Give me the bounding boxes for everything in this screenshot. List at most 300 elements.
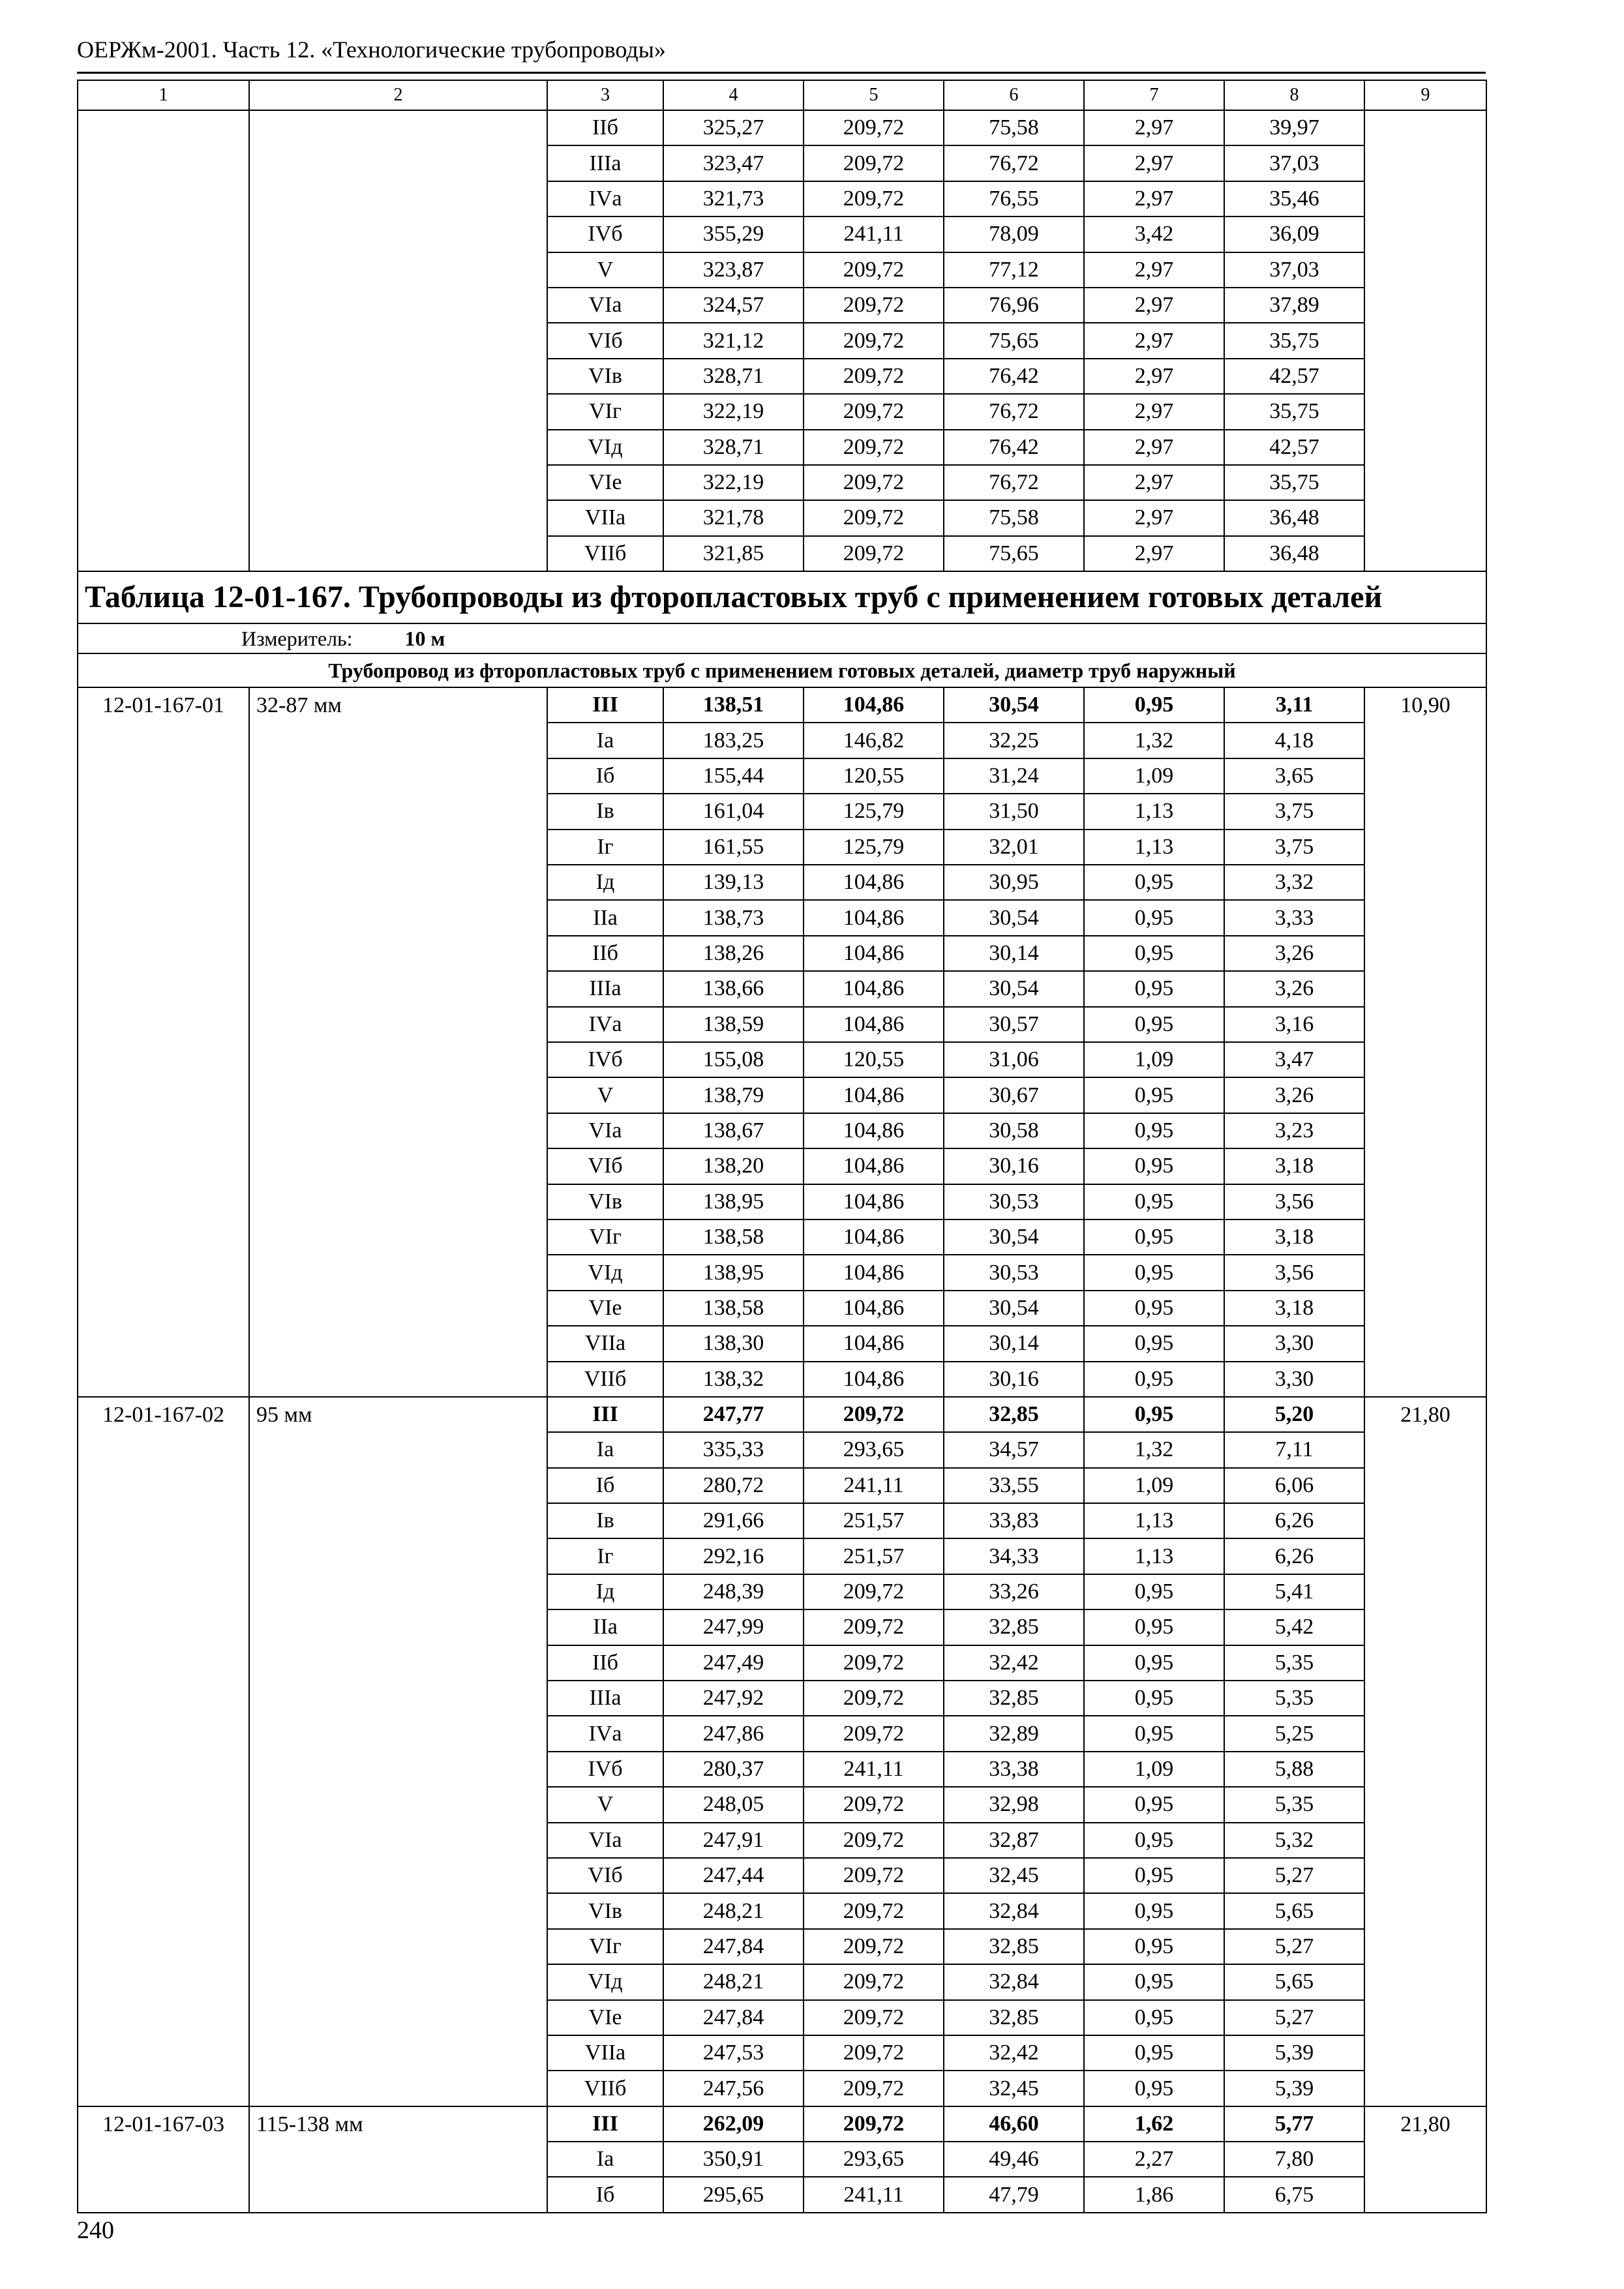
value-cell: 0,95 [1084, 2035, 1224, 2071]
value-cell: 104,86 [804, 936, 944, 971]
value-cell: 75,58 [944, 500, 1084, 535]
region-cell: IIIа [547, 1681, 663, 1716]
value-cell: 0,95 [1084, 2000, 1224, 2035]
value-cell: 30,57 [944, 1007, 1084, 1042]
value-cell: 324,57 [663, 288, 804, 323]
value-cell: 247,92 [663, 1681, 804, 1716]
value-cell: 0,95 [1084, 900, 1224, 935]
value-cell: 104,86 [804, 900, 944, 935]
col9-value: 10,90 [1364, 687, 1486, 1397]
value-cell: 0,95 [1084, 1823, 1224, 1858]
value-cell: 209,72 [804, 1645, 944, 1681]
value-cell: 104,86 [804, 1184, 944, 1219]
value-cell: 5,20 [1224, 1397, 1364, 1432]
table-title: Таблица 12-01-167. Трубопроводы из фторопластовых труб с применением готовых деталей [78, 571, 1486, 623]
value-cell: 209,72 [804, 1397, 944, 1432]
region-cell: VIIа [547, 2035, 663, 2071]
value-cell: 209,72 [804, 2106, 944, 2142]
value-cell: 30,67 [944, 1077, 1084, 1113]
value-cell: 3,11 [1224, 687, 1364, 723]
value-cell: 248,21 [663, 1964, 804, 1999]
value-cell: 247,56 [663, 2071, 804, 2106]
value-cell: 3,16 [1224, 1007, 1364, 1042]
value-cell: 33,26 [944, 1574, 1084, 1609]
value-cell: 32,01 [944, 830, 1084, 865]
value-cell: 0,95 [1084, 1929, 1224, 1964]
region-cell: VIIа [547, 1326, 663, 1361]
value-cell: 1,13 [1084, 1538, 1224, 1574]
value-cell: 321,78 [663, 500, 804, 535]
value-cell: 32,45 [944, 1858, 1084, 1893]
region-cell: IIа [547, 900, 663, 935]
col9-value: 21,80 [1364, 2106, 1486, 2213]
value-cell: 3,26 [1224, 1077, 1364, 1113]
value-cell: 0,95 [1084, 1609, 1224, 1645]
value-cell: 248,21 [663, 1893, 804, 1928]
value-cell: 104,86 [804, 865, 944, 900]
value-cell: 247,49 [663, 1645, 804, 1681]
value-cell: 155,08 [663, 1042, 804, 1077]
value-cell: 241,11 [804, 2177, 944, 2212]
region-cell: VIб [547, 323, 663, 358]
value-cell: 209,72 [804, 465, 944, 500]
value-cell: 209,72 [804, 1574, 944, 1609]
value-cell: 0,95 [1084, 971, 1224, 1006]
value-cell: 6,26 [1224, 1503, 1364, 1538]
value-cell: 2,97 [1084, 110, 1224, 145]
value-cell: 209,72 [804, 394, 944, 429]
region-cell: IIа [547, 1609, 663, 1645]
region-cell: Iа [547, 2142, 663, 2177]
value-cell: 76,72 [944, 465, 1084, 500]
value-cell: 104,86 [804, 1291, 944, 1326]
value-cell: 30,14 [944, 1326, 1084, 1361]
value-cell: 139,13 [663, 865, 804, 900]
value-cell: 33,38 [944, 1752, 1084, 1787]
value-cell: 138,59 [663, 1007, 804, 1042]
value-cell: 6,06 [1224, 1468, 1364, 1503]
rate-name: 115-138 мм [249, 2106, 547, 2213]
region-cell: Iб [547, 2177, 663, 2212]
value-cell: 2,97 [1084, 252, 1224, 288]
region-cell: Iд [547, 865, 663, 900]
rates-table [77, 80, 1487, 2213]
value-cell: 138,79 [663, 1077, 804, 1113]
region-cell: VIе [547, 1291, 663, 1326]
value-cell: 31,06 [944, 1042, 1084, 1077]
value-cell: 209,72 [804, 2071, 944, 2106]
value-cell: 209,72 [804, 1893, 944, 1928]
value-cell: 1,32 [1084, 1432, 1224, 1467]
column-header: 5 [804, 80, 944, 110]
value-cell: 0,95 [1084, 1681, 1224, 1716]
value-cell: 209,72 [804, 1716, 944, 1751]
value-cell: 2,97 [1084, 288, 1224, 323]
value-cell: 7,11 [1224, 1432, 1364, 1467]
region-cell: IIб [547, 936, 663, 971]
value-cell: 0,95 [1084, 1007, 1224, 1042]
column-header: 1 [78, 80, 249, 110]
value-cell: 1,09 [1084, 1752, 1224, 1787]
value-cell: 76,72 [944, 145, 1084, 181]
region-cell: V [547, 252, 663, 288]
value-cell: 35,75 [1224, 465, 1364, 500]
region-cell: IVб [547, 1042, 663, 1077]
value-cell: 32,85 [944, 1609, 1084, 1645]
value-cell: 247,77 [663, 1397, 804, 1432]
value-cell: 32,25 [944, 723, 1084, 758]
value-cell: 1,32 [1084, 723, 1224, 758]
value-cell: 138,58 [663, 1291, 804, 1326]
value-cell: 76,42 [944, 359, 1084, 394]
region-cell: VIг [547, 394, 663, 429]
value-cell: 104,86 [804, 1007, 944, 1042]
value-cell: 355,29 [663, 217, 804, 252]
value-cell: 3,75 [1224, 830, 1364, 865]
value-cell: 0,95 [1084, 865, 1224, 900]
value-cell: 0,95 [1084, 1362, 1224, 1397]
value-cell: 35,75 [1224, 323, 1364, 358]
value-cell: 76,42 [944, 430, 1084, 465]
value-cell: 2,97 [1084, 323, 1224, 358]
value-cell: 0,95 [1084, 1645, 1224, 1681]
value-cell: 0,95 [1084, 687, 1224, 723]
value-cell: 293,65 [804, 2142, 944, 2177]
value-cell: 3,56 [1224, 1184, 1364, 1219]
value-cell: 33,55 [944, 1468, 1084, 1503]
region-cell: Iг [547, 830, 663, 865]
value-cell: 138,20 [663, 1148, 804, 1184]
value-cell: 209,72 [804, 1858, 944, 1893]
region-cell: VIд [547, 1255, 663, 1290]
value-cell: 0,95 [1084, 1184, 1224, 1219]
value-cell: 30,14 [944, 936, 1084, 971]
value-cell: 120,55 [804, 758, 944, 794]
value-cell: 5,41 [1224, 1574, 1364, 1609]
value-cell: 42,57 [1224, 359, 1364, 394]
value-cell: 209,72 [804, 1929, 944, 1964]
value-cell: 31,24 [944, 758, 1084, 794]
value-cell: 3,30 [1224, 1326, 1364, 1361]
value-cell: 104,86 [804, 1255, 944, 1290]
value-cell: 5,65 [1224, 1964, 1364, 1999]
value-cell: 34,57 [944, 1432, 1084, 1467]
value-cell: 3,26 [1224, 936, 1364, 971]
value-cell: 209,72 [804, 110, 944, 145]
value-cell: 209,72 [804, 323, 944, 358]
value-cell: 1,13 [1084, 794, 1224, 829]
value-cell: 32,42 [944, 1645, 1084, 1681]
header-rule [77, 72, 1486, 74]
page-number: 240 [77, 2217, 114, 2244]
region-cell: III [547, 687, 663, 723]
value-cell: 0,95 [1084, 1787, 1224, 1822]
region-cell: VIIб [547, 536, 663, 571]
value-cell: 3,23 [1224, 1113, 1364, 1148]
value-cell: 42,57 [1224, 430, 1364, 465]
region-cell: VIд [547, 1964, 663, 1999]
value-cell: 209,72 [804, 252, 944, 288]
value-cell: 49,46 [944, 2142, 1084, 2177]
value-cell: 3,18 [1224, 1219, 1364, 1255]
value-cell: 3,47 [1224, 1042, 1364, 1077]
column-header: 8 [1224, 80, 1364, 110]
region-cell: IIIа [547, 145, 663, 181]
value-cell: 1,13 [1084, 1503, 1224, 1538]
col9-value: 21,80 [1364, 1397, 1486, 2106]
value-cell: 322,19 [663, 465, 804, 500]
value-cell: 2,97 [1084, 500, 1224, 535]
value-cell: 3,33 [1224, 900, 1364, 935]
value-cell: 6,26 [1224, 1538, 1364, 1574]
value-cell: 209,72 [804, 1681, 944, 1716]
value-cell: 0,95 [1084, 1148, 1224, 1184]
value-cell: 321,73 [663, 181, 804, 217]
value-cell: 5,25 [1224, 1716, 1364, 1751]
table-row [78, 1397, 1486, 1432]
value-cell: 32,98 [944, 1787, 1084, 1822]
value-cell: 251,57 [804, 1538, 944, 1574]
value-cell: 138,30 [663, 1326, 804, 1361]
value-cell: 76,72 [944, 394, 1084, 429]
region-cell: VIIб [547, 2071, 663, 2106]
value-cell: 47,79 [944, 2177, 1084, 2212]
table-row [78, 2106, 1486, 2142]
value-cell: 5,35 [1224, 1681, 1364, 1716]
value-cell: 32,85 [944, 1681, 1084, 1716]
value-cell: 35,46 [1224, 181, 1364, 217]
value-cell: 5,88 [1224, 1752, 1364, 1787]
value-cell: 3,42 [1084, 217, 1224, 252]
region-cell: VIв [547, 359, 663, 394]
table-title-row [78, 571, 1486, 623]
value-cell: 3,18 [1224, 1148, 1364, 1184]
region-cell: V [547, 1077, 663, 1113]
value-cell: 2,27 [1084, 2142, 1224, 2177]
value-cell: 1,62 [1084, 2106, 1224, 2142]
value-cell: 5,32 [1224, 1823, 1364, 1858]
value-cell: 104,86 [804, 1113, 944, 1148]
region-cell: Iа [547, 723, 663, 758]
region-cell: IIб [547, 110, 663, 145]
value-cell: 3,32 [1224, 865, 1364, 900]
value-cell: 36,09 [1224, 217, 1364, 252]
value-cell: 323,47 [663, 145, 804, 181]
value-cell: 3,75 [1224, 794, 1364, 829]
value-cell: 209,72 [804, 1787, 944, 1822]
value-cell: 30,54 [944, 971, 1084, 1006]
value-cell: 5,65 [1224, 1893, 1364, 1928]
value-cell: 0,95 [1084, 1291, 1224, 1326]
value-cell: 32,85 [944, 1929, 1084, 1964]
value-cell: 32,84 [944, 1893, 1084, 1928]
value-cell: 155,44 [663, 758, 804, 794]
value-cell: 5,35 [1224, 1645, 1364, 1681]
value-cell: 3,18 [1224, 1291, 1364, 1326]
section-desc-row [78, 653, 1486, 687]
value-cell: 292,16 [663, 1538, 804, 1574]
value-cell: 32,42 [944, 2035, 1084, 2071]
value-cell: 209,72 [804, 430, 944, 465]
value-cell: 1,09 [1084, 1042, 1224, 1077]
name-cell [249, 110, 547, 571]
value-cell: 5,27 [1224, 1858, 1364, 1893]
region-cell: III [547, 2106, 663, 2142]
value-cell: 36,48 [1224, 536, 1364, 571]
value-cell: 5,35 [1224, 1787, 1364, 1822]
value-cell: 247,53 [663, 2035, 804, 2071]
value-cell: 0,95 [1084, 936, 1224, 971]
value-cell: 209,72 [804, 359, 944, 394]
value-cell: 32,84 [944, 1964, 1084, 1999]
value-cell: 138,67 [663, 1113, 804, 1148]
region-cell: IIб [547, 1645, 663, 1681]
region-cell: Iб [547, 758, 663, 794]
unit-label: Измеритель: [241, 627, 353, 651]
value-cell: 37,89 [1224, 288, 1364, 323]
value-cell: 1,13 [1084, 830, 1224, 865]
region-cell: VIб [547, 1858, 663, 1893]
value-cell: 323,87 [663, 252, 804, 288]
value-cell: 0,95 [1084, 1077, 1224, 1113]
value-cell: 0,95 [1084, 1255, 1224, 1290]
value-cell: 7,80 [1224, 2142, 1364, 2177]
value-cell: 251,57 [804, 1503, 944, 1538]
value-cell: 321,12 [663, 323, 804, 358]
value-cell: 36,48 [1224, 500, 1364, 535]
unit-row [78, 623, 1486, 653]
value-cell: 37,03 [1224, 252, 1364, 288]
value-cell: 209,72 [804, 500, 944, 535]
value-cell: 77,12 [944, 252, 1084, 288]
value-cell: 209,72 [804, 536, 944, 571]
value-cell: 4,18 [1224, 723, 1364, 758]
value-cell: 104,86 [804, 687, 944, 723]
value-cell: 295,65 [663, 2177, 804, 2212]
unit-cell [78, 623, 1486, 653]
value-cell: 3,56 [1224, 1255, 1364, 1290]
region-cell: VIIа [547, 500, 663, 535]
value-cell: 2,97 [1084, 465, 1224, 500]
value-cell: 328,71 [663, 430, 804, 465]
value-cell: 321,85 [663, 536, 804, 571]
value-cell: 138,51 [663, 687, 804, 723]
region-cell: VIIб [547, 1362, 663, 1397]
column-header: 4 [663, 80, 804, 110]
value-cell: 104,86 [804, 1219, 944, 1255]
value-cell: 138,73 [663, 900, 804, 935]
rate-name: 32-87 мм [249, 687, 547, 1397]
code-cell [78, 110, 249, 571]
region-cell: III [547, 1397, 663, 1432]
region-cell: V [547, 1787, 663, 1822]
region-cell: Iв [547, 794, 663, 829]
value-cell: 5,39 [1224, 2071, 1364, 2106]
value-cell: 247,84 [663, 2000, 804, 2035]
value-cell: 247,86 [663, 1716, 804, 1751]
region-cell: IIIа [547, 971, 663, 1006]
value-cell: 104,86 [804, 1362, 944, 1397]
unit-value: 10 м [404, 627, 445, 651]
value-cell: 75,65 [944, 323, 1084, 358]
value-cell: 5,77 [1224, 2106, 1364, 2142]
value-cell: 5,27 [1224, 1929, 1364, 1964]
value-cell: 104,86 [804, 1326, 944, 1361]
value-cell: 0,95 [1084, 1219, 1224, 1255]
region-cell: IVа [547, 181, 663, 217]
region-cell: VIб [547, 1148, 663, 1184]
section-description: Трубопровод из фторопластовых труб с применением готовых деталей, диаметр труб наружный [78, 653, 1486, 687]
value-cell: 247,99 [663, 1609, 804, 1645]
region-cell: VIе [547, 2000, 663, 2035]
value-cell: 293,65 [804, 1432, 944, 1467]
value-cell: 247,84 [663, 1929, 804, 1964]
value-cell: 31,50 [944, 794, 1084, 829]
region-cell: VIа [547, 1113, 663, 1148]
value-cell: 0,95 [1084, 1893, 1224, 1928]
value-cell: 0,95 [1084, 1574, 1224, 1609]
value-cell: 30,54 [944, 1219, 1084, 1255]
value-cell: 75,58 [944, 110, 1084, 145]
value-cell: 247,91 [663, 1823, 804, 1858]
value-cell: 325,27 [663, 110, 804, 145]
value-cell: 241,11 [804, 1752, 944, 1787]
value-cell: 138,26 [663, 936, 804, 971]
region-cell: VIд [547, 430, 663, 465]
value-cell: 1,09 [1084, 1468, 1224, 1503]
region-cell: VIв [547, 1893, 663, 1928]
value-cell: 138,66 [663, 971, 804, 1006]
column-header: 2 [249, 80, 547, 110]
value-cell: 209,72 [804, 288, 944, 323]
value-cell: 30,54 [944, 1291, 1084, 1326]
region-cell: Iб [547, 1468, 663, 1503]
region-cell: Iа [547, 1432, 663, 1467]
region-cell: IVа [547, 1716, 663, 1751]
value-cell: 138,32 [663, 1362, 804, 1397]
column-header-row [78, 80, 1486, 110]
value-cell: 248,05 [663, 1787, 804, 1822]
value-cell: 32,85 [944, 2000, 1084, 2035]
value-cell: 262,09 [663, 2106, 804, 2142]
value-cell: 30,53 [944, 1184, 1084, 1219]
page-header: ОЕРЖм-2001. Часть 12. «Технологические трубопроводы» [77, 37, 666, 63]
value-cell: 34,33 [944, 1538, 1084, 1574]
value-cell: 30,54 [944, 900, 1084, 935]
value-cell: 241,11 [804, 217, 944, 252]
region-cell: VIв [547, 1184, 663, 1219]
value-cell: 120,55 [804, 1042, 944, 1077]
value-cell: 247,44 [663, 1858, 804, 1893]
value-cell: 30,58 [944, 1113, 1084, 1148]
value-cell: 1,09 [1084, 758, 1224, 794]
region-cell: IVб [547, 217, 663, 252]
region-cell: Iд [547, 1574, 663, 1609]
column-header: 3 [547, 80, 663, 110]
value-cell: 291,66 [663, 1503, 804, 1538]
value-cell: 30,54 [944, 687, 1084, 723]
value-cell: 2,97 [1084, 181, 1224, 217]
value-cell: 209,72 [804, 1823, 944, 1858]
region-cell: VIа [547, 288, 663, 323]
value-cell: 78,09 [944, 217, 1084, 252]
value-cell: 209,72 [804, 145, 944, 181]
value-cell: 104,86 [804, 971, 944, 1006]
value-cell: 209,72 [804, 181, 944, 217]
region-cell: VIе [547, 465, 663, 500]
value-cell: 32,89 [944, 1716, 1084, 1751]
rate-code: 12-01-167-02 [78, 1397, 249, 2106]
